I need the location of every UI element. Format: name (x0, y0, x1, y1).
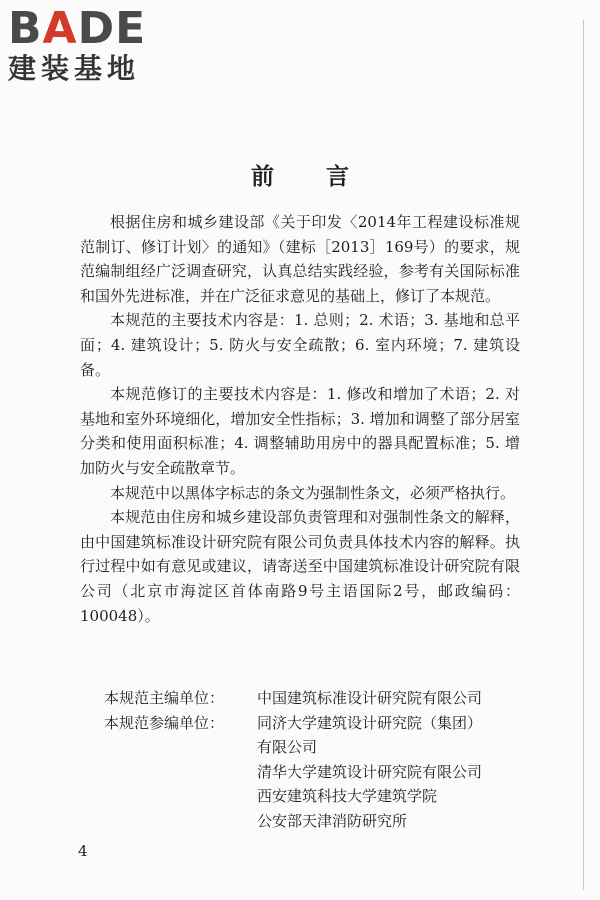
paragraph: 本规范中以黑体字标志的条文为强制性条文，必须严格执行。 (110, 483, 516, 502)
chief-unit-label: 本规范主编单位： (104, 689, 225, 707)
page-number: 4 (78, 842, 88, 860)
chief-unit-row (104, 686, 524, 711)
participating-unit-row (104, 711, 524, 736)
preface-body (80, 210, 520, 628)
participating-unit-value: 有限公司 (257, 738, 318, 757)
participating-unit-value: 同济大学建筑设计研究院（集团） (257, 713, 483, 732)
paragraph: 本规范修订的主要技术内容是：1. 修改和增加了术语；2. 对基地和室外环境细化，增加安全性指标；3. 增加和调整了部分居室分类和使用面积标准；4. 调整辅助用房中的器具配置标准；5. 增加防火与安全疏散章节。 (80, 385, 520, 477)
participating-unit-value: 西安建筑科技大学建筑学院 (257, 787, 438, 806)
logo-subtitle: 建装基地 (8, 52, 141, 85)
participating-unit-label: 本规范参编单位： (104, 713, 225, 732)
chief-unit-value: 中国建筑标准设计研究院有限公司 (257, 689, 483, 707)
paragraph: 本规范的主要技术内容是：1. 总则；2. 术语；3. 基地和总平面；4. 建筑设计；5. 防火与安全疏散；6. 室内环境；7. 建筑设备。 (80, 311, 520, 379)
participating-unit-value: 公安部天津消防研究所 (257, 811, 408, 830)
units-section (104, 686, 524, 834)
participating-unit-value: 清华大学建筑设计研究院有限公司 (257, 762, 483, 781)
paragraph: 根据住房和城乡建设部《关于印发〈2014年工程建设标准规范制订、修订计划〉的通知》（建标［2013］169号）的要求，规范编制组经广泛调查研究，认真总结实践经验，参考有关国际标准和国外先进标准，并在广泛征求意见的基础上，修订了本规范。 (80, 213, 520, 305)
logo-letter-b: B (8, 3, 43, 54)
page-edge-line (583, 20, 584, 890)
logo-letter-a-accent: A (42, 3, 78, 54)
logo-letters-de: DE (77, 3, 147, 54)
bade-logo (8, 3, 183, 86)
title-char-2: 言 (326, 164, 349, 190)
page-title (0, 158, 600, 191)
paragraph: 本规范由住房和城乡建设部负责管理和对强制性条文的解释，由中国建筑标准设计研究院有限公司负责具体技术内容的解释。执行过程中如有意见或建议，请寄送至中国建筑标准设计研究院有限公司（北京市海淀区首体南路9号主语国际2号，邮政编码：100048）。 (80, 508, 520, 625)
title-char-1: 前 (251, 164, 274, 190)
logo-wordmark (8, 3, 183, 54)
